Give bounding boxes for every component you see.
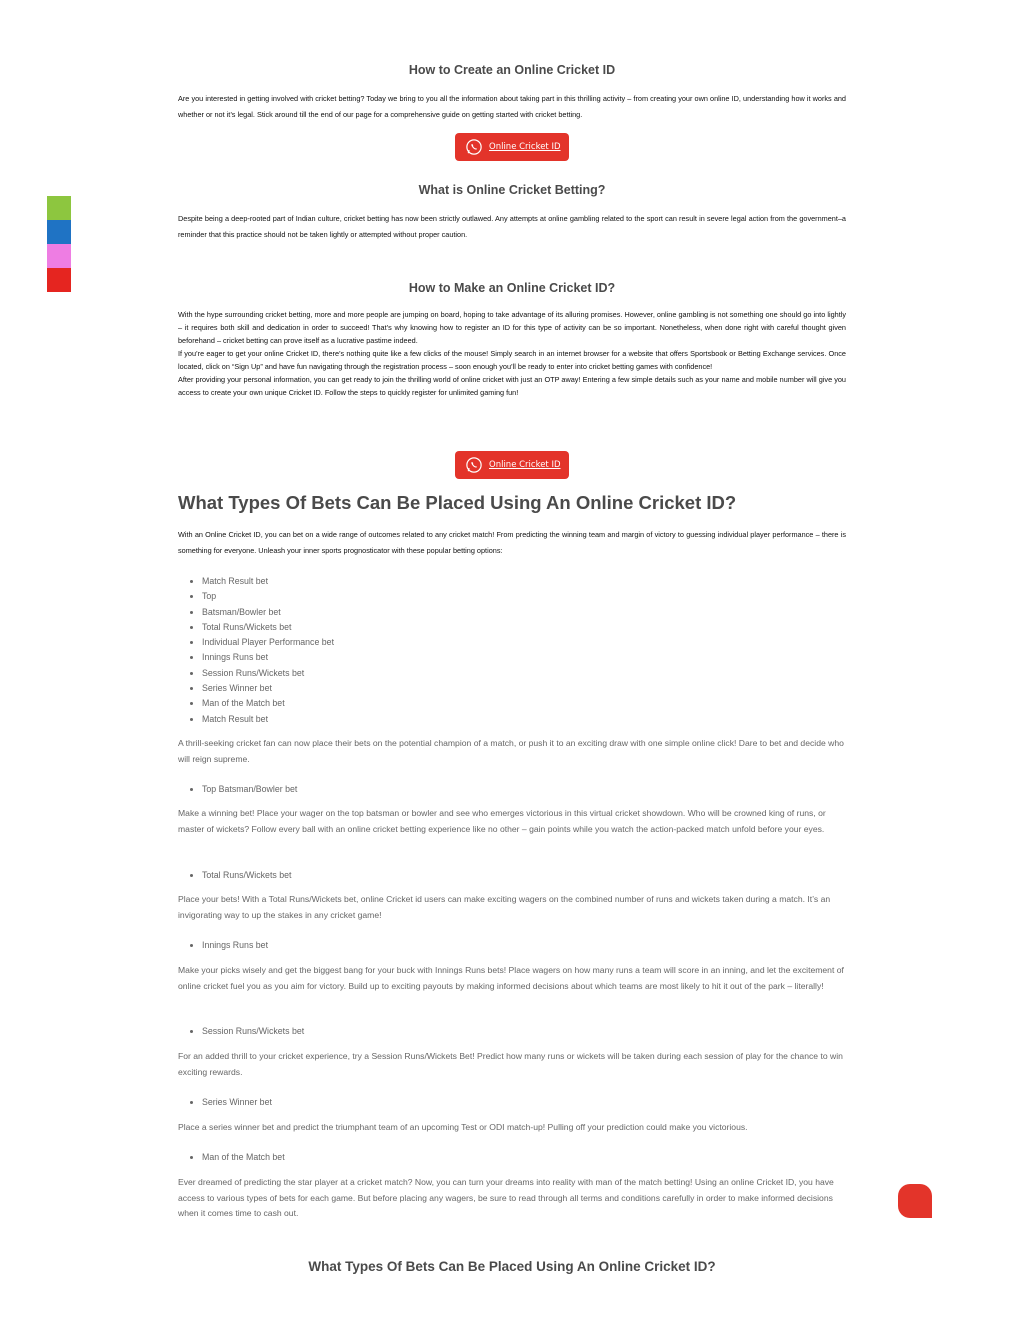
list-item: • Total Runs/Wickets bet	[202, 620, 334, 635]
bet-item-series	[178, 1097, 272, 1107]
heading-bet-types: What Types Of Bets Can Be Placed Using An Online Cricket ID?	[178, 492, 737, 513]
paragraph-series-winner: Place a series winner bet and predict the triumphant team of an upcoming Test or ODI match-up! Pulling off your prediction could make you victorious.	[178, 1122, 748, 1132]
list-item: • Session Runs/Wickets bet	[202, 666, 334, 681]
chat-button[interactable]	[898, 1184, 932, 1218]
paragraph-what-is-betting: Despite being a deep-rooted part of Indian culture, cricket betting has now been strictly outlawed. Any attempts at online gambling related to the sport can result in severe legal action from the government–a reminder that this practice should not be taken lightly or attempted without proper caution.	[178, 214, 846, 239]
list-item: • Match Result bet	[202, 712, 334, 727]
list-item: • Series Winner bet	[202, 1097, 272, 1107]
bet-item-top	[178, 784, 297, 794]
list-item: • Innings Runs bet	[202, 940, 268, 950]
list-item: • Innings Runs bet	[202, 650, 334, 665]
whatsapp-icon	[465, 138, 483, 156]
list-item: • Man of the Match bet	[202, 1152, 285, 1162]
paragraph-total-runs: Place your bets! With a Total Runs/Wickets bet, online Cricket id users can make exciting wagers on the combined number of runs and wickets taken during a match. It’s an invigorating way to up the stakes in any cricket game!	[178, 894, 831, 920]
paragraph-create-id: Are you interested in getting involved with cricket betting? Today we bring to you all the information about taking part in this thrilling activity – from creating your own online ID, understanding how it works and whether or not it’s legal. Stick around till the end of our page for a comprehensive guide on getting started with cricket betting.	[178, 94, 846, 119]
cta-button-online-cricket-id[interactable]	[455, 133, 569, 161]
share-button-green[interactable]	[47, 196, 71, 220]
list-item: • Series Winner bet	[202, 681, 334, 696]
cta-label: Online Cricket ID	[489, 460, 561, 470]
list-item: • Match Result bet	[202, 574, 334, 589]
paragraph-innings-runs: Make your picks wisely and get the biggest bang for your buck with Innings Runs bets! Place wagers on how many runs a team will score in an inning, and let the excitement of online cricket fuel you as you aim for victory. Build up to exciting payouts by making informed decisions about which teams are most likely to hit it out of the park – literally!	[178, 965, 844, 991]
bet-types-list	[178, 574, 334, 727]
paragraph-bet-types: With an Online Cricket ID, you can bet on a wide range of outcomes related to any cricket match! From predicting the winning team and margin of victory to guessing individual player performance – there is something for everyone. Unleash your inner sports prognosticator with these popular betting options:	[178, 530, 846, 555]
paragraph-make-id-2: If you’re eager to get your online Cricket ID, there’s nothing quite like a few clicks of the mouse! Simply search in an internet browser for a website that offers Sportsbook or Betting Exchange services. Once located, click on “Sign Up” and have fun navigating through the registration process – soon enough you’ll be ready to enter into cricket betting games with confidence!	[178, 349, 846, 371]
paragraph-session-runs: For an added thrill to your cricket experience, try a Session Runs/Wickets Bet! Predict how many runs or wickets will be taken during each session of play for the chance to win exciting rewards.	[178, 1051, 843, 1077]
make-id-paragraphs	[178, 308, 846, 399]
cta-label: Online Cricket ID	[489, 142, 561, 152]
list-item: • Total Runs/Wickets bet	[202, 870, 291, 880]
paragraph-top-batsman: Make a winning bet! Place your wager on the top batsman or bowler and see who emerges victorious in this virtual cricket showdown. Who will be crowned king of runs, or master of wickets? Follow every ball with an online cricket betting experience like no other – gain points while you watch the action-packed match unfold before your eyes.	[178, 808, 826, 834]
bet-item-total	[178, 870, 291, 880]
list-item: • Top Batsman/Bowler bet	[202, 784, 297, 794]
bet-item-motm	[178, 1152, 285, 1162]
paragraph-match-result: A thrill-seeking cricket fan can now place their bets on the potential champion of a match, or push it to an exciting draw with one simple online click! Dare to bet and decide who will reign supreme.	[178, 738, 844, 764]
list-item: • Session Runs/Wickets bet	[202, 1026, 304, 1036]
share-button-pink[interactable]	[47, 244, 71, 268]
bet-item-session	[178, 1026, 304, 1036]
bet-item-innings	[178, 940, 268, 950]
list-item: • Batsman/Bowler bet	[202, 605, 334, 620]
list-item: • Man of the Match bet	[202, 696, 334, 711]
paragraph-make-id-1: With the hype surrounding cricket betting, more and more people are jumping on board, hoping to take advantage of its alluring promises. However, online gambling is not something one should go into lightly – it requires both skill and dedication in order to succeed! That’s why knowing how to register an ID for this type of activity can be so important. Nonetheless, when done right with careful thought given beforehand – cricket betting can prove itself as a lucrative pastime indeed.	[178, 310, 846, 345]
heading-create-id: How to Create an Online Cricket ID	[408, 63, 616, 77]
list-item: • Individual Player Performance bet	[202, 635, 334, 650]
share-button-blue[interactable]	[47, 220, 71, 244]
list-item: • Top	[202, 589, 334, 604]
paragraph-make-id-3: After providing your personal information, you can get ready to join the thrilling world of online cricket with just an OTP away! Entering a few simple details such as your name and mobile number will give you access to create your own unique Cricket ID. Follow the steps to quickly register for unlimited gaming fun!	[178, 375, 846, 397]
whatsapp-icon	[465, 456, 483, 474]
heading-what-is-betting: What is Online Cricket Betting?	[418, 183, 606, 197]
heading-make-id: How to Make an Online Cricket ID?	[408, 281, 616, 295]
paragraph-man-of-match: Ever dreamed of predicting the star player at a cricket match? Now, you can turn your dreams into reality with man of the match betting! Using an online Cricket ID, you have access to various types of bets for each game. But before placing any wagers, be sure to read through all terms and conditions carefully in order to make informed decisions when it comes time to cash out.	[178, 1177, 834, 1218]
share-button-red[interactable]	[47, 268, 71, 292]
heading-bet-types-bottom: What Types Of Bets Can Be Placed Using An Online Cricket ID?	[308, 1259, 716, 1274]
cta-button-online-cricket-id-2[interactable]	[455, 451, 569, 479]
